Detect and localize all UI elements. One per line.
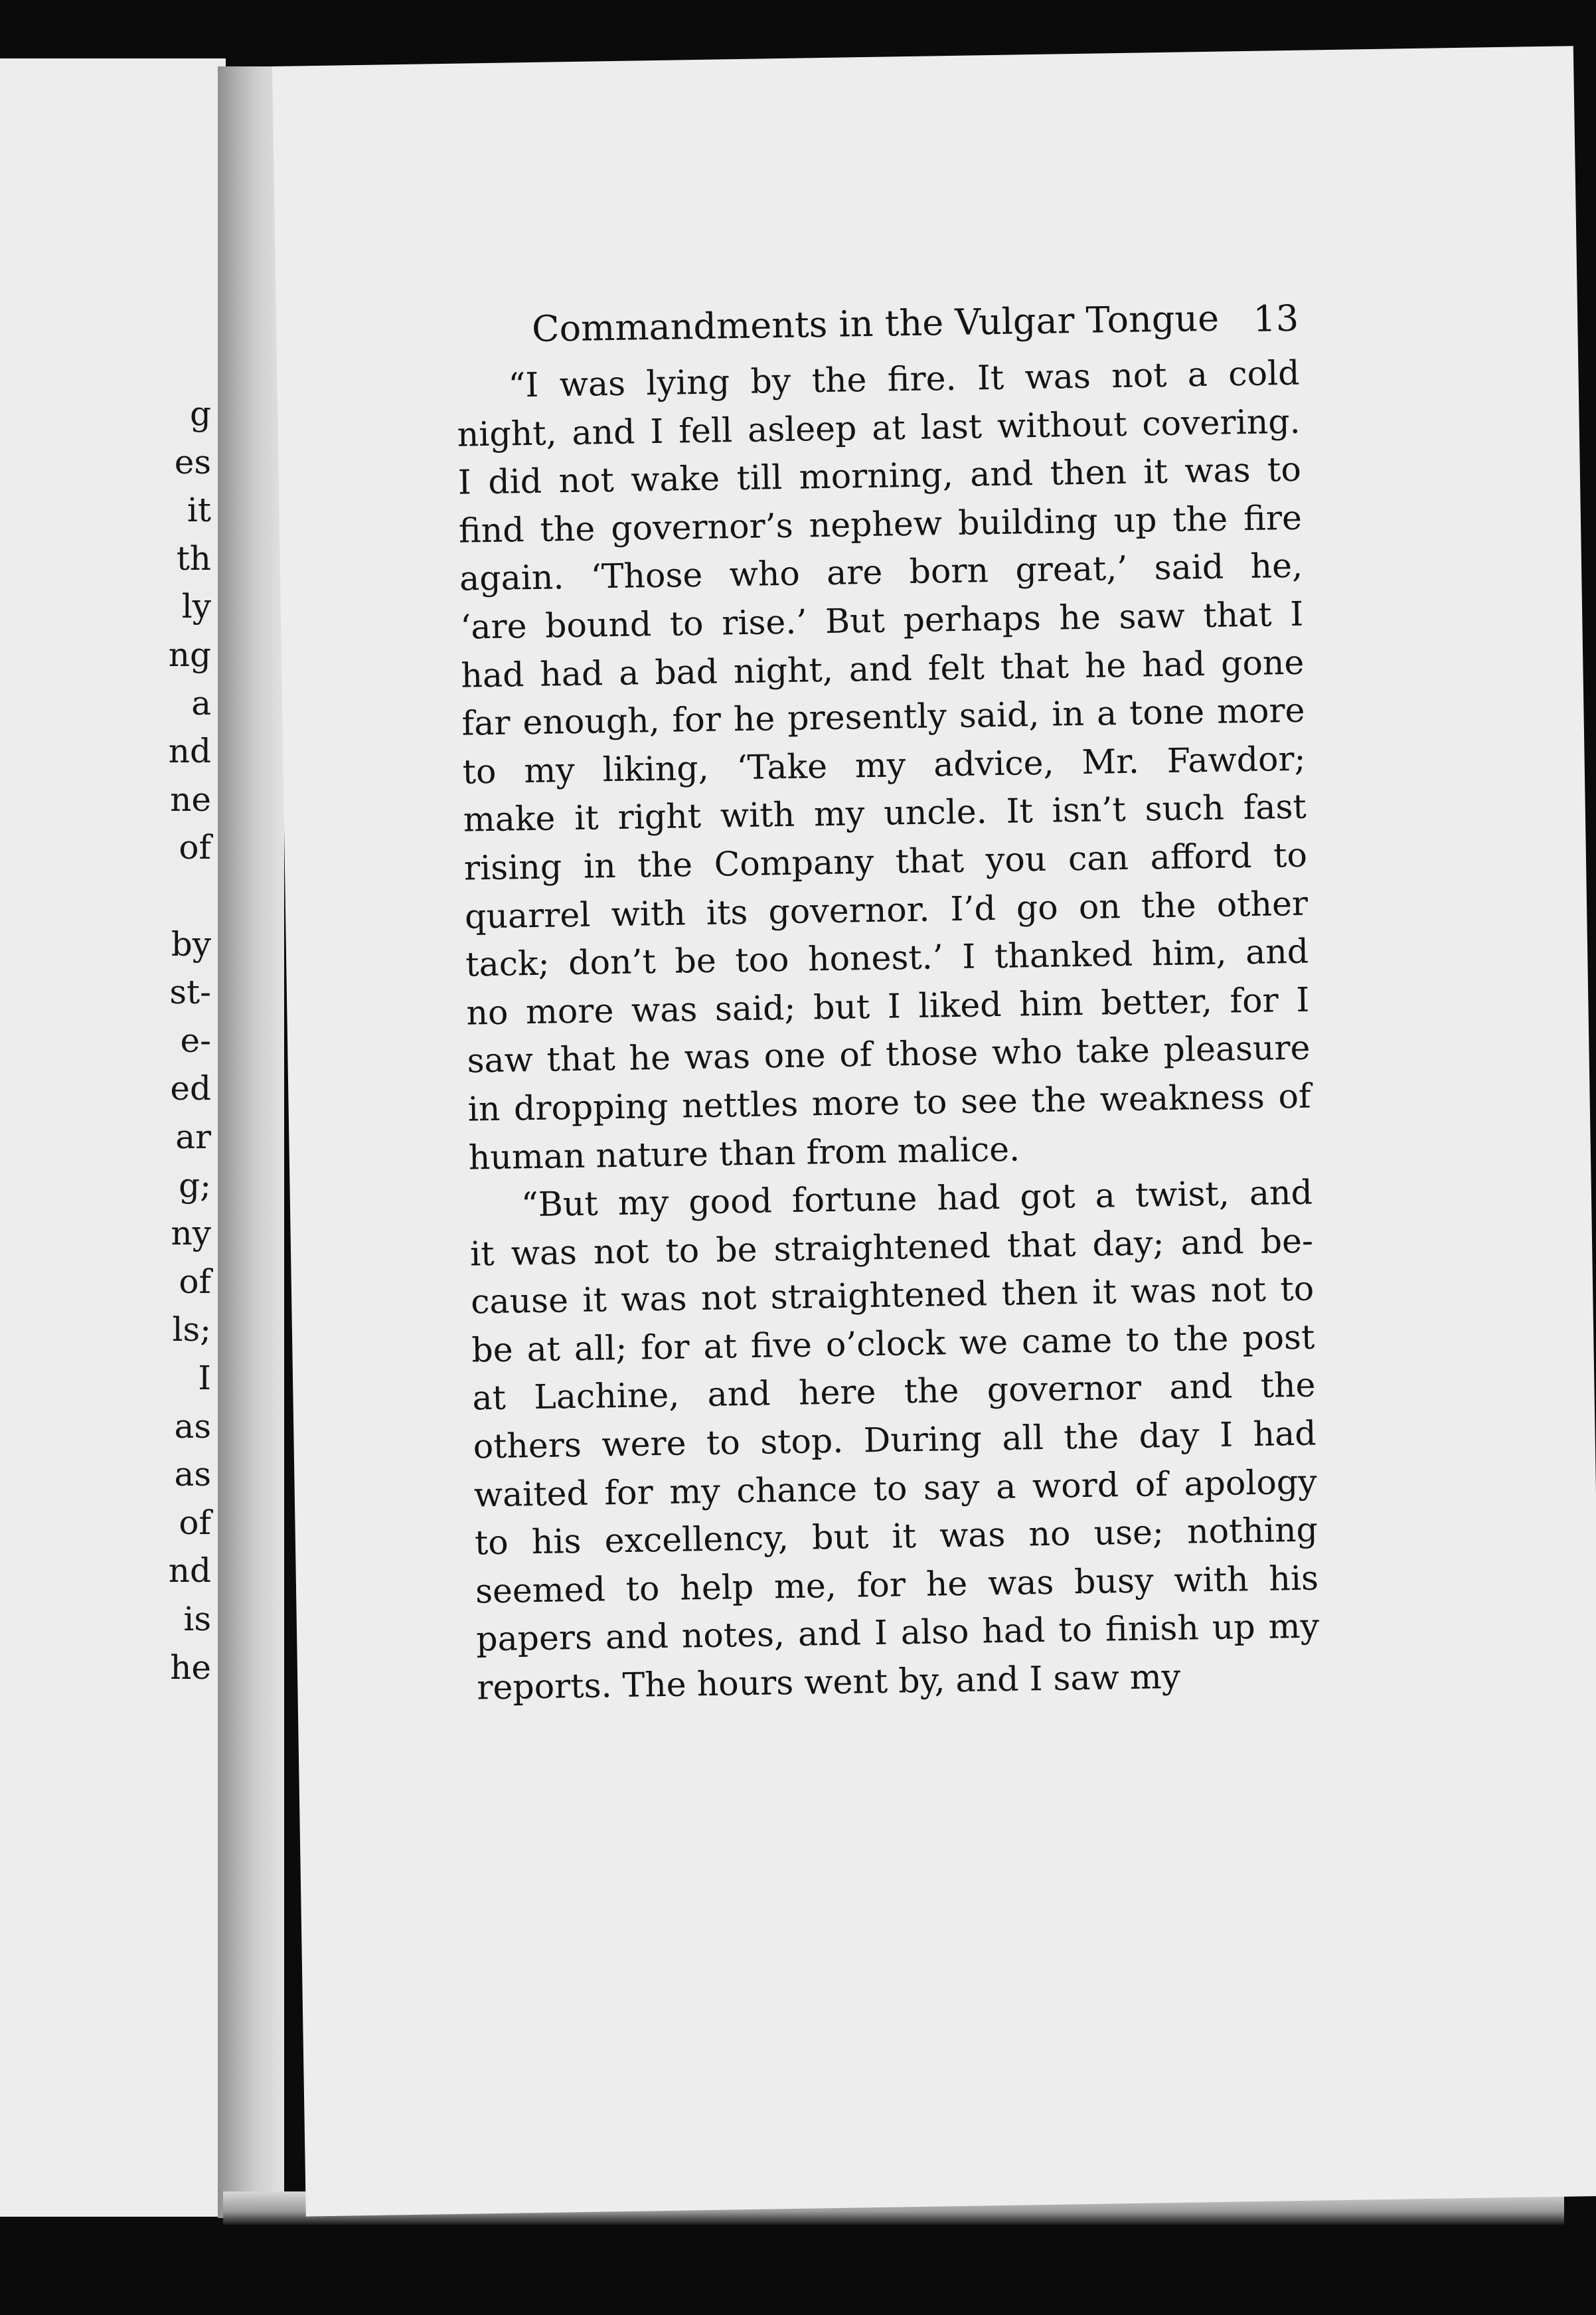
text-line: waited for my chance to say a word of apology (473, 1462, 1318, 1515)
text-line: seemed to help me, for he was busy with his (475, 1558, 1319, 1611)
previous-page-fragment: by (171, 924, 211, 964)
running-head-title: Commandments in the Vulgar Tongue (531, 297, 1220, 350)
text-line: in dropping nettles more to see the weakness of (467, 1076, 1312, 1129)
previous-page-fragment: st- (169, 973, 211, 1012)
text-line: to his excellency, but it was no use; nothing (474, 1509, 1318, 1563)
text-line: quarrel with its governor. I’d go on the other (464, 883, 1309, 936)
text-line: human nature than from malice. (468, 1129, 1020, 1177)
text-line: find the governor’s nephew building up the fire (458, 497, 1303, 551)
text-line: tack; don’t be too honest.’ I thanked him, and (465, 931, 1309, 984)
text-line: make it right with my uncle. It isn’t such fast (463, 787, 1307, 839)
previous-page-fragment: e- (180, 1021, 211, 1060)
previous-page-fragment: as (174, 1455, 211, 1494)
paragraph-1 (456, 349, 1312, 1182)
text-line: papers and notes, and I also had to finish up my (475, 1606, 1320, 1659)
text-line: had had a bad night, and felt that he had gone (460, 642, 1305, 695)
book-page (272, 46, 1596, 2216)
previous-page-fragment: of (179, 1503, 211, 1542)
text-line: cause it was not straightened then it was not to (470, 1268, 1315, 1322)
text-line: again. ‘Those who are born great,’ said he, (459, 546, 1303, 599)
text-line: rising in the Company that you can afford to (463, 835, 1308, 888)
previous-page-fragment: g; (179, 1165, 211, 1205)
previous-page-fragment: as (174, 1407, 211, 1446)
text-line: to my liking, ‘Take my advice, Mr. Fawdor; (462, 738, 1307, 792)
text-line: far enough, for he presently said, in a tone more (461, 690, 1305, 743)
previous-page-fragment: ng (168, 636, 211, 674)
text-line: be at all; for at five o’clock we came to the post (471, 1317, 1315, 1370)
text-line: others were to stop. During all the day I had (473, 1413, 1317, 1466)
previous-page-fragment: of (179, 1262, 211, 1301)
previous-page-fragment: ly (181, 587, 211, 626)
text-line: it was not to be straightened that day; and be- (469, 1221, 1314, 1274)
text-line: no more was said; but I liked him better, for I (465, 980, 1310, 1033)
previous-page-fragment: is (183, 1600, 211, 1638)
previous-page-fragment: g (189, 394, 211, 433)
page-number: 13 (1252, 297, 1299, 340)
text-line: “I was lying by the fire. It was not a cold (508, 353, 1300, 405)
previous-page-fragment: a (191, 683, 211, 723)
text-line: ‘are bound to rise.’ But perhaps he saw that I (459, 594, 1304, 647)
previous-page-fragment: ls; (172, 1310, 211, 1349)
page-text-block (455, 296, 1320, 1712)
previous-page-fragment: ed (170, 1069, 211, 1108)
previous-page-fragment: es (174, 442, 211, 481)
text-line: I did not wake till morning, and then it was to (457, 449, 1302, 502)
previous-page-fragment: he (170, 1648, 211, 1687)
previous-page-fragment: ar (175, 1118, 211, 1156)
paragraph-2 (469, 1169, 1320, 1712)
text-line: “But my good fortune had got a twist, and (520, 1172, 1313, 1225)
book-gutter-shadow (218, 66, 284, 2218)
previous-page-fragment: nd (168, 732, 211, 771)
text-line: saw that he was one of those who take pleasure (467, 1027, 1311, 1080)
previous-page-fragment: nd (168, 1551, 211, 1590)
previous-page-fragment: it (187, 491, 211, 530)
text-line: night, and I fell asleep at last without covering. (457, 401, 1301, 454)
previous-page-fragment: of (179, 828, 211, 867)
previous-page-fragment: I (198, 1359, 211, 1397)
previous-page-edge (0, 58, 226, 2217)
previous-page-fragment: ne (170, 780, 211, 819)
previous-page-fragment: th (176, 539, 211, 578)
previous-page-fragment: ny (171, 1214, 211, 1253)
text-line: at Lachine, and here the governor and the (472, 1365, 1316, 1418)
text-line: reports. The hours went by, and I saw my (476, 1656, 1181, 1707)
